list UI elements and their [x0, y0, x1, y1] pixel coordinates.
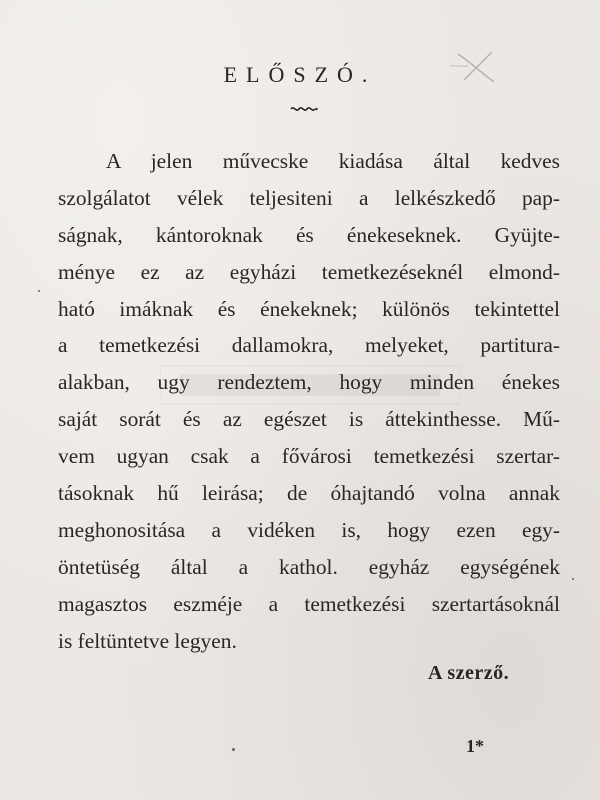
ornament-icon [290, 104, 318, 114]
text-line: tásoknak hű leirása; de óhajtandó volna annak [58, 481, 560, 506]
page-number: 1* [466, 736, 484, 756]
text-line: meghonositása a vidéken is, hogy ezen egy- [58, 517, 560, 542]
page-title: ELŐSZÓ. [223, 62, 377, 87]
text-line: ságnak, kántoroknak és énekeseknek. Gyüjte- [58, 222, 560, 247]
text-line: ménye ez az egyházi temetkezéseknél elmond- [58, 259, 560, 284]
text-line: is feltüntetve legyen. [58, 628, 237, 653]
paper-speck [38, 290, 40, 292]
text-line: öntetüség által a kathol. egyház egységének [58, 554, 560, 579]
text-line: a temetkezési dallamokra, melyeket, partitura- [58, 333, 560, 358]
text-line: saját sorát és az egészet is áttekinthesse. Mű- [58, 407, 560, 432]
paper-speck [572, 578, 574, 580]
text-line: magasztos eszméje a temetkezési szertartásoknál [58, 591, 560, 616]
text-line: ható imáknak és énekeknek; különös tekintettel [58, 296, 560, 321]
body-text [58, 143, 560, 659]
paper-speck [232, 748, 235, 751]
signature: A szerző. [428, 662, 510, 684]
text-line: vem ugyan csak a fővárosi temetkezési szertar- [58, 444, 560, 469]
text-line: szolgálatot vélek teljesiteni a lelkészkedő pap- [58, 185, 560, 210]
text-line: alakban, ugy rendeztem, hogy minden énekes [58, 370, 560, 395]
text-line: A jelen művecske kiadása által kedves [106, 149, 560, 173]
